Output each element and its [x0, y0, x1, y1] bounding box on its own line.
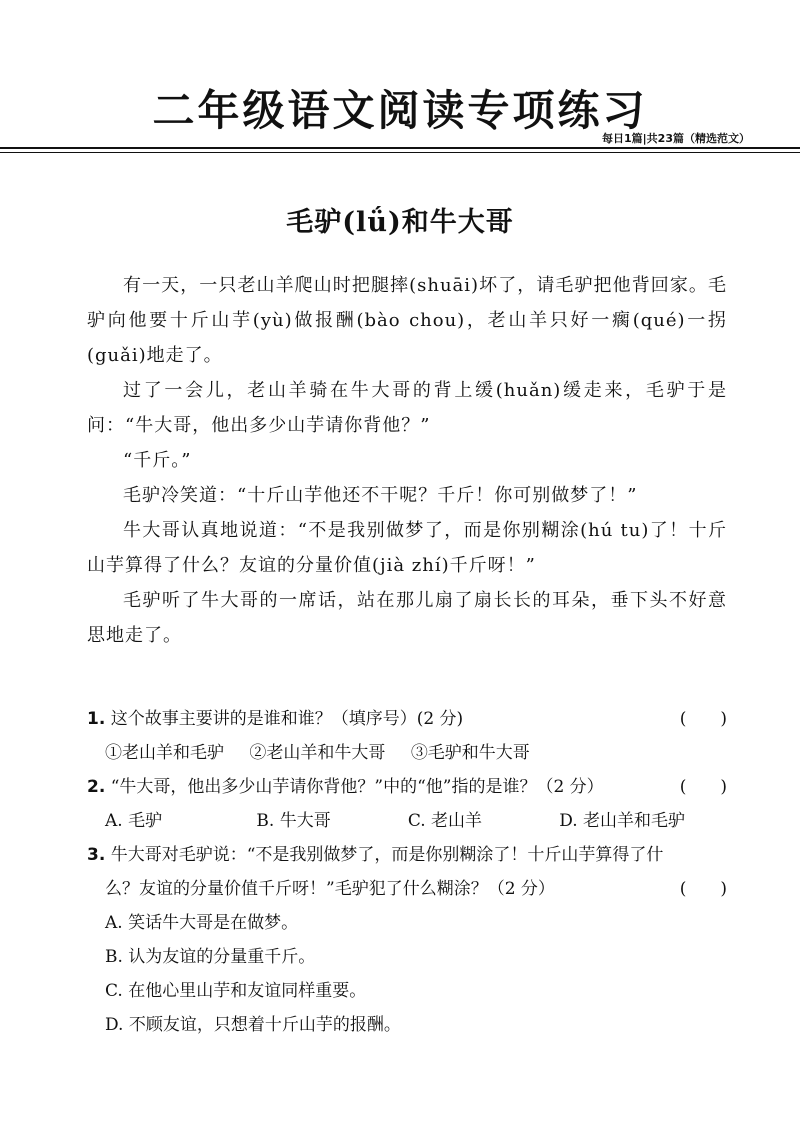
question-2-options: [87, 804, 727, 838]
question-1-options: [87, 736, 727, 770]
option: B. 认为友谊的分量重千斤。: [105, 947, 316, 967]
question-text: “牛大哥，他出多少山芋请你背他？”中的“他”指的是谁？（2 分）: [110, 777, 604, 797]
story-paragraph: 有一天，一只老山羊爬山时把腿摔(shuāi)坏了，请毛驴把他背回家。毛驴向他要十斤山芋(yù)做报酬(bào chou)，老山羊只好一瘸(qué)一拐(guǎi)地走了。: [87, 275, 727, 366]
story-paragraph: 毛驴听了牛大哥的一席话，站在那儿扇了扇长长的耳朵，垂下头不好意思地走了。: [87, 590, 727, 646]
story-paragraph: 过了一会儿，老山羊骑在牛大哥的背上缓(huǎn)缓走来，毛驴于是问：“牛大哥，他出多少山芋请你背他？”: [87, 380, 727, 436]
option: A. 毛驴: [105, 811, 163, 831]
option: ②老山羊和牛大哥: [249, 743, 386, 763]
option: A. 笑话牛大哥是在做梦。: [105, 913, 299, 933]
option: D. 不顾友谊，只想着十斤山芋的报酬。: [105, 1015, 401, 1035]
question-number: 3.: [87, 845, 106, 865]
option: C. 在他心里山芋和友谊同样重要。: [105, 981, 367, 1001]
option: D. 老山羊和毛驴: [559, 811, 686, 831]
option: C. 老山羊: [407, 811, 483, 831]
option: ①老山羊和毛驴: [105, 743, 224, 763]
page-header-subtitle: 每日1篇|共23篇（精选范文）: [602, 132, 750, 145]
questions-section: [87, 702, 727, 1042]
story-paragraph: 毛驴冷笑道：“十斤山芋他还不干呢？千斤！你可别做梦了！”: [123, 485, 638, 506]
story-paragraph: 牛大哥认真地说道：“不是我别做梦了，而是你别糊涂(hú tu)了！十斤山芋算得了什么？友谊的分量价值(jià zhí)千斤呀！”: [87, 520, 727, 576]
story-title: 毛驴(lǘ)和牛大哥: [286, 207, 514, 238]
page-header-title: 二年级语文阅读专项练习: [152, 86, 648, 135]
answer-blank[interactable]: ( ): [679, 777, 727, 797]
story-body: [87, 268, 727, 653]
question-number: 1.: [87, 709, 106, 729]
header-divider-thin: [0, 152, 800, 153]
question-1: [87, 702, 727, 736]
answer-blank[interactable]: ( ): [679, 709, 727, 729]
question-3-continued: [87, 872, 727, 906]
story-paragraph: “千斤。”: [123, 450, 192, 471]
header-divider: [0, 147, 800, 149]
question-2: [87, 770, 727, 804]
question-text: 么？友谊的分量价值千斤呀！”毛驴犯了什么糊涂？（2 分）: [105, 879, 555, 899]
answer-blank[interactable]: ( ): [679, 879, 727, 899]
question-text: 牛大哥对毛驴说：“不是我别做梦了，而是你别糊涂了！十斤山芋算得了什: [110, 845, 664, 865]
question-number: 2.: [87, 777, 106, 797]
option: B. 牛大哥: [256, 811, 331, 831]
question-text: 这个故事主要讲的是谁和谁？（填序号）(2 分): [110, 709, 464, 729]
option: ③毛驴和牛大哥: [410, 743, 530, 763]
question-3: [87, 838, 727, 872]
